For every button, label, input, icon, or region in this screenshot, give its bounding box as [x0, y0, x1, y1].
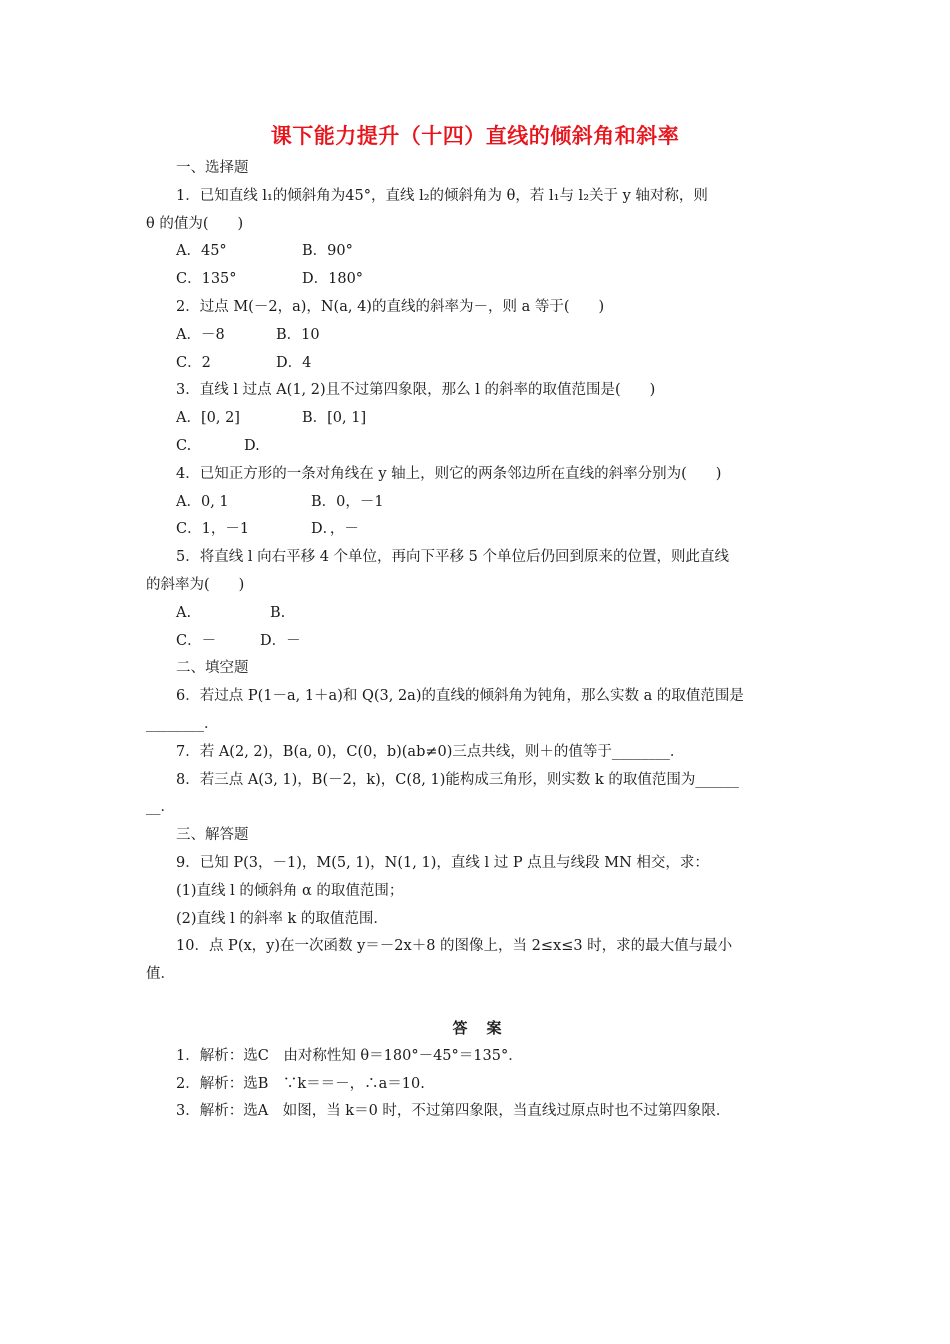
question-2-text: 2．过点 M(－2，a)，N(a, 4)的直线的斜率为－，则 a 等于( ) [176, 298, 605, 315]
answer-3: 3．解析：选A 如图，当 k＝0 时，不过第四象限，当直线过原点时也不过第四象限． [176, 1103, 731, 1120]
question-1-text-cont: θ 的值为( ) [146, 215, 244, 232]
question-2-options-ab [146, 322, 810, 350]
option-b: B. [270, 604, 286, 621]
document-body [146, 155, 810, 1126]
option-c: C．2 [176, 354, 211, 371]
question-10-text: 10．点 P(x，y)在一次函数 y＝－2x＋8 的图像上，当 2≤x≤3 时，求的最大值与最小 [176, 938, 733, 955]
question-6-text-cont: ________． [146, 715, 219, 732]
option-d: D．－ [260, 632, 301, 649]
option-a: A．45° [176, 243, 227, 260]
option-d: D．180° [302, 271, 364, 288]
option-d: D. [244, 437, 260, 454]
option-a: A．[0, 2] [176, 410, 240, 427]
question-5-options-cd [146, 628, 810, 656]
section-heading-choice: 一、选择题 [176, 160, 249, 176]
question-8-text-cont: __． [146, 799, 175, 816]
question-1-options-cd [146, 266, 810, 294]
question-3-options-ab [146, 405, 810, 433]
answer-2: 2．解析：选B ∵k＝＝－，∴a＝10. [176, 1075, 425, 1092]
option-a: A．－8 [176, 326, 225, 343]
page-title: 课下能力提升（十四）直线的倾斜角和斜率 [270, 124, 680, 148]
option-b: B．90° [302, 243, 353, 260]
question-5-options-ab [146, 600, 810, 628]
question-2-options-cd [146, 350, 810, 378]
option-b: B．0，－1 [311, 493, 384, 510]
option-c: C．135° [176, 271, 237, 288]
question-1-options-ab [146, 238, 810, 266]
question-9-part-1: (1)直线 l 的倾斜角 α 的取值范围； [176, 882, 404, 899]
question-4-options-cd [146, 516, 810, 544]
question-3-options-cd [146, 433, 810, 461]
question-10-text-cont: 值． [146, 966, 175, 983]
option-a: A．0, 1 [176, 493, 229, 510]
answer-1: 1．解析：选C 由对称性知 θ＝180°－45°＝135°． [176, 1047, 523, 1064]
option-c: C．－ [176, 632, 217, 649]
question-3-text: 3．直线 l 过点 A(1, 2)且不过第四象限，那么 l 的斜率的取值范围是( ) [176, 382, 656, 399]
option-a: A. [176, 604, 192, 621]
question-9-part-2: (2)直线 l 的斜率 k 的取值范围． [176, 910, 388, 927]
question-9-text: 9．已知 P(3，－1)，M(5, 1)，N(1, 1)，直线 l 过 P 点且与线段 MN 相交，求： [176, 854, 709, 871]
option-b: B．[0, 1] [302, 410, 367, 427]
answers-heading: 答 案 [452, 1018, 504, 1037]
section-heading-solve: 三、解答题 [176, 827, 249, 844]
option-d: D．4 [276, 354, 312, 371]
section-heading-fill: 二、填空题 [176, 660, 249, 677]
question-6-text: 6．若过点 P(1－a, 1＋a)和 Q(3, 2a)的直线的倾斜角为钝角，那么实数 a 的取值范围是 [176, 688, 744, 705]
question-4-text: 4．已知正方形的一条对角线在 y 轴上，则它的两条邻边所在直线的斜率分别为( ) [176, 465, 722, 482]
option-c: C. [176, 437, 192, 454]
option-b: B．10 [276, 326, 320, 343]
question-8-text: 8．若三点 A(3, 1)，B(－2，k)，C(8, 1)能构成三角形，则实数 k 的取值范围为______ [176, 771, 739, 788]
question-5-text-cont: 的斜率为( ) [146, 576, 245, 593]
question-4-options-ab [146, 489, 810, 517]
question-1-text: 1．已知直线 l₁的倾斜角为45°，直线 l₂的倾斜角为 θ，若 l₁与 l₂关于 y 轴对称，则 [176, 187, 708, 204]
option-d: D．，－ [311, 521, 359, 538]
option-c: C．1，－1 [176, 521, 250, 538]
question-7-text: 7．若 A(2, 2)，B(a, 0)，C(0，b)(ab≠0)三点共线，则＋的值等于________． [176, 743, 685, 760]
question-5-text: 5．将直线 l 向右平移 4 个单位，再向下平移 5 个单位后仍回到原来的位置，则此直线 [176, 549, 729, 566]
